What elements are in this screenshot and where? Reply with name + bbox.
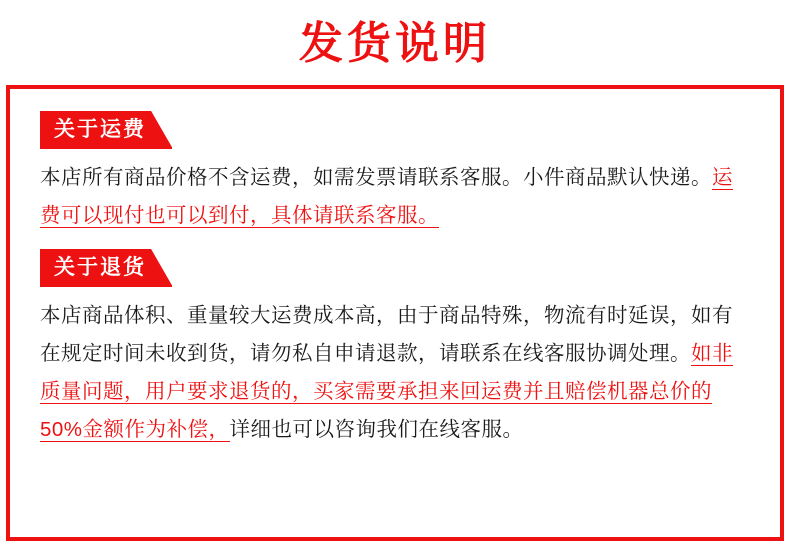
return-text-plain-1: 本店商品体积、重量较大运费成本高，由于商品特殊，物流有时延误，如有在规定时间未收到货，请勿私自申请退款，请联系在线客服协调处理。: [40, 304, 733, 366]
notice-frame: [6, 85, 784, 541]
shipping-text-highlight: 运费可以现付也可以到付，具体请联系客服。: [40, 166, 733, 227]
return-text-highlight: 如非质量问题，用户要求退货的，买家需要承担来回运费并且赔偿机器总价的50%金额作为补偿，: [40, 342, 733, 441]
section-shipping-body: [40, 159, 750, 235]
section-shipping-tag: 关于运费: [40, 111, 172, 149]
return-text-plain-2: 详细也可以咨询我们在线客服。: [229, 417, 524, 441]
section-shipping: [40, 111, 750, 235]
shipping-text-plain: 本店所有商品价格不含运费，如需发票请联系客服。小件商品默认快递。: [40, 166, 712, 190]
section-return: [40, 249, 750, 449]
section-return-body: [40, 297, 750, 449]
page-title: 发货说明: [299, 19, 491, 68]
section-return-tag: 关于退货: [40, 249, 172, 287]
